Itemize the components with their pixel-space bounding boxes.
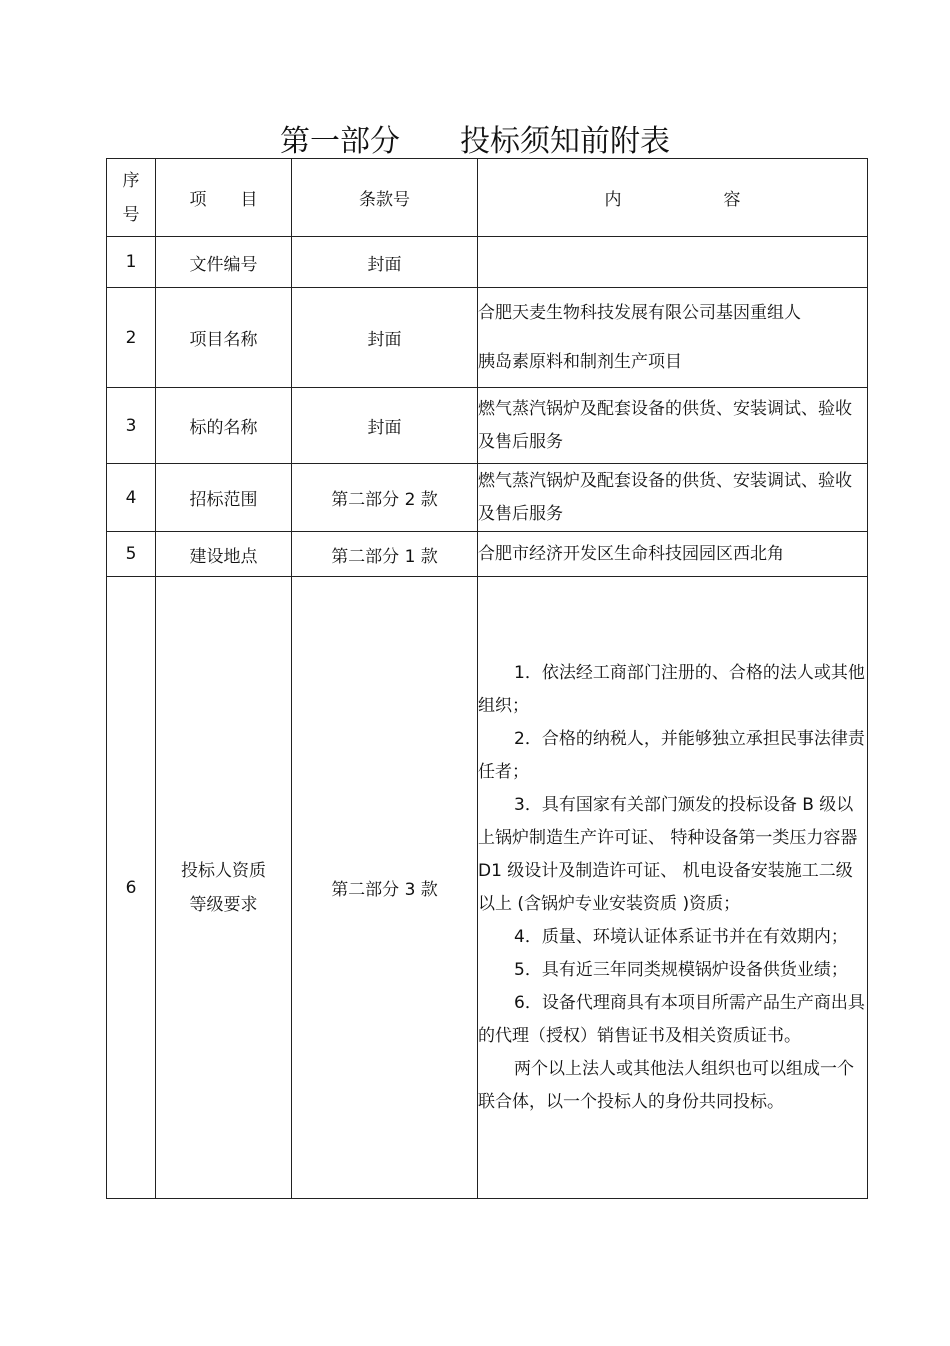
requirement-item-4: 4．质量、环境认证体系证书并在有效期内； — [514, 926, 848, 947]
header-seq-line2: 号 — [122, 204, 140, 225]
row-clause: 封面 — [292, 237, 478, 288]
row-item: 标的名称 — [156, 388, 292, 464]
table-row — [107, 288, 868, 388]
consortium-note: 两个以上法人或其他法人组织也可以组成一个联合体，以一个投标人的身份共同投标。 — [478, 1058, 854, 1112]
row-seq: 6 — [107, 577, 156, 1199]
row-content — [478, 237, 868, 288]
table-header-row — [107, 159, 868, 237]
requirement-item-1: 1．依法经工商部门注册的、合格的法人或其他组织； — [478, 662, 865, 716]
row-item: 建设地点 — [156, 532, 292, 577]
row-item: 招标范围 — [156, 464, 292, 532]
requirement-item-5: 5．具有近三年同类规模锅炉设备供货业绩； — [514, 959, 848, 980]
content-line: 合肥市经济开发区生命科技园园区西北角 — [478, 543, 784, 564]
row-content — [478, 288, 868, 388]
row-seq: 3 — [107, 388, 156, 464]
row-seq: 2 — [107, 288, 156, 388]
row-item: 文件编号 — [156, 237, 292, 288]
row-item: 项目名称 — [156, 288, 292, 388]
row-clause: 第二部分 2 款 — [292, 464, 478, 532]
header-content: 内 容 — [478, 159, 868, 237]
row-seq: 5 — [107, 532, 156, 577]
row-clause: 封面 — [292, 288, 478, 388]
table-row — [107, 532, 868, 577]
table-row — [107, 237, 868, 288]
row-seq: 4 — [107, 464, 156, 532]
table-row — [107, 464, 868, 532]
content-line: 胰岛素原料和制剂生产项目 — [478, 351, 682, 372]
header-item: 项 目 — [156, 159, 292, 237]
header-clause: 条款号 — [292, 159, 478, 237]
row-content — [478, 577, 868, 1199]
row-seq: 1 — [107, 237, 156, 288]
header-seq-line1: 序 — [122, 170, 140, 191]
header-seq — [107, 159, 156, 237]
row-clause: 第二部分 1 款 — [292, 532, 478, 577]
row-clause: 第二部分 3 款 — [292, 577, 478, 1199]
bid-notice-table — [106, 158, 868, 1199]
row-item — [156, 577, 292, 1199]
content-line: 合肥天麦生物科技发展有限公司基因重组人 — [478, 302, 801, 323]
table-row — [107, 388, 868, 464]
requirement-item-6: 6．设备代理商具有本项目所需产品生产商出具的代理（授权）销售证书及相关资质证书。 — [478, 992, 865, 1046]
requirement-item-2: 2．合格的纳税人，并能够独立承担民事法律责任者； — [478, 728, 865, 782]
row-content — [478, 464, 868, 532]
row-item-line: 投标人资质 — [181, 860, 266, 881]
page-title: 第一部分 投标须知前附表 — [280, 124, 670, 159]
row-content — [478, 532, 868, 577]
row-clause: 封面 — [292, 388, 478, 464]
requirement-item-3: 3．具有国家有关部门颁发的投标设备 B 级以上锅炉制造生产许可证、 特种设备第一类压力容器 D1 级设计及制造许可证、 机电设备安装施工二级以上 (含锅炉专业安装资质 )资质； — [478, 794, 858, 914]
row-item-line: 等级要求 — [189, 894, 258, 915]
content-line: 燃气蒸汽锅炉及配套设备的供货、安装调试、验收及售后服务 — [478, 470, 852, 524]
row-content — [478, 388, 868, 464]
content-line: 燃气蒸汽锅炉及配套设备的供货、安装调试、验收及售后服务 — [478, 398, 852, 452]
table-row — [107, 577, 868, 1199]
